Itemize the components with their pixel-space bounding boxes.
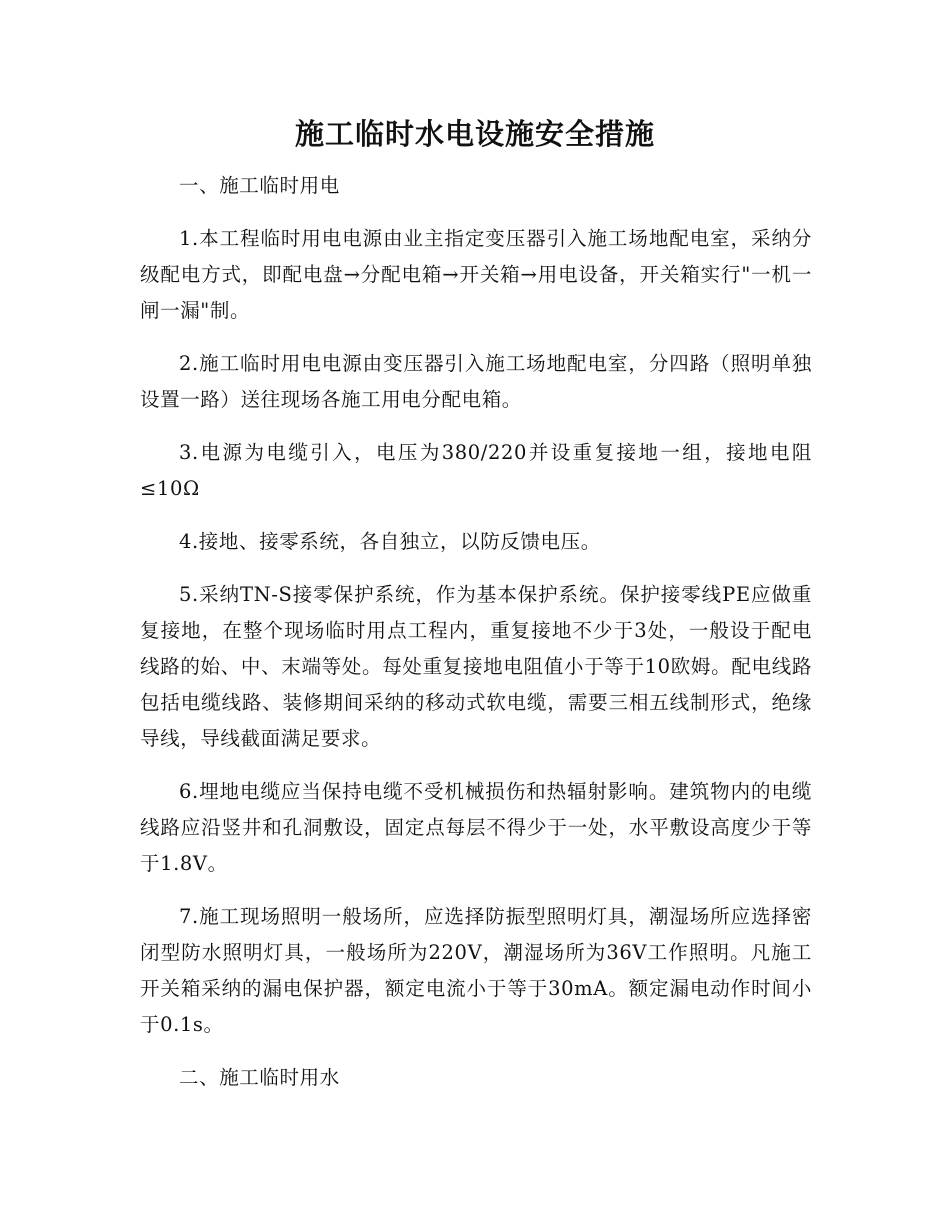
paragraph-4: 4.接地、接零系统，各自独立，以防反馈电压。 xyxy=(179,530,601,553)
section-heading-water: 二、施工临时用水 xyxy=(179,1066,340,1089)
section-heading-electricity: 一、施工临时用电 xyxy=(179,174,340,197)
paragraph-5: 5.采纳TN-S接零保护系统，作为基本保护系统。保护接零线PE应做重复接地，在整个现场临时用点工程内，重复接地不少于3处，一般设于配电线路的始、中、末端等处。每处重复接地电阻值小于等于10欧姆。配电线路包括电缆线路、装修期间采纳的移动式软电缆，需要三相五线制形式，绝缘导线，导线截面满足要求。 xyxy=(140,583,812,750)
paragraph-7: 7.施工现场照明一般场所，应选择防振型照明灯具，潮湿场所应选择密闭型防水照明灯具，一般场所为220V，潮湿场所为36V工作照明。凡施工开关箱采纳的漏电保护器，额定电流小于等于30mA。额定漏电动作时间小于0.1s。 xyxy=(140,905,812,1036)
paragraph-6: 6.埋地电缆应当保持电缆不受机械损伤和热辐射影响。建筑物内的电缆线路应沿竖井和孔洞敷设，固定点每层不得少于一处，水平敷设高度少于等于1.8V。 xyxy=(140,780,812,875)
document-title: 施工临时水电设施安全措施 xyxy=(294,117,655,151)
paragraph-2: 2.施工临时用电电源由变压器引入施工场地配电室，分四路（照明单独设置一路）送往现场各施工用电分配电箱。 xyxy=(140,352,812,411)
paragraph-1: 1.本工程临时用电电源由业主指定变压器引入施工场地配电室，采纳分级配电方式，即配电盘→分配电箱→开关箱→用电设备，开关箱实行"一机一闸一漏"制。 xyxy=(140,227,812,322)
document-body xyxy=(140,168,812,1113)
paragraph-3: 3.电源为电缆引入，电压为380/220并设重复接地一组，接地电阻≤10Ω xyxy=(140,441,812,500)
